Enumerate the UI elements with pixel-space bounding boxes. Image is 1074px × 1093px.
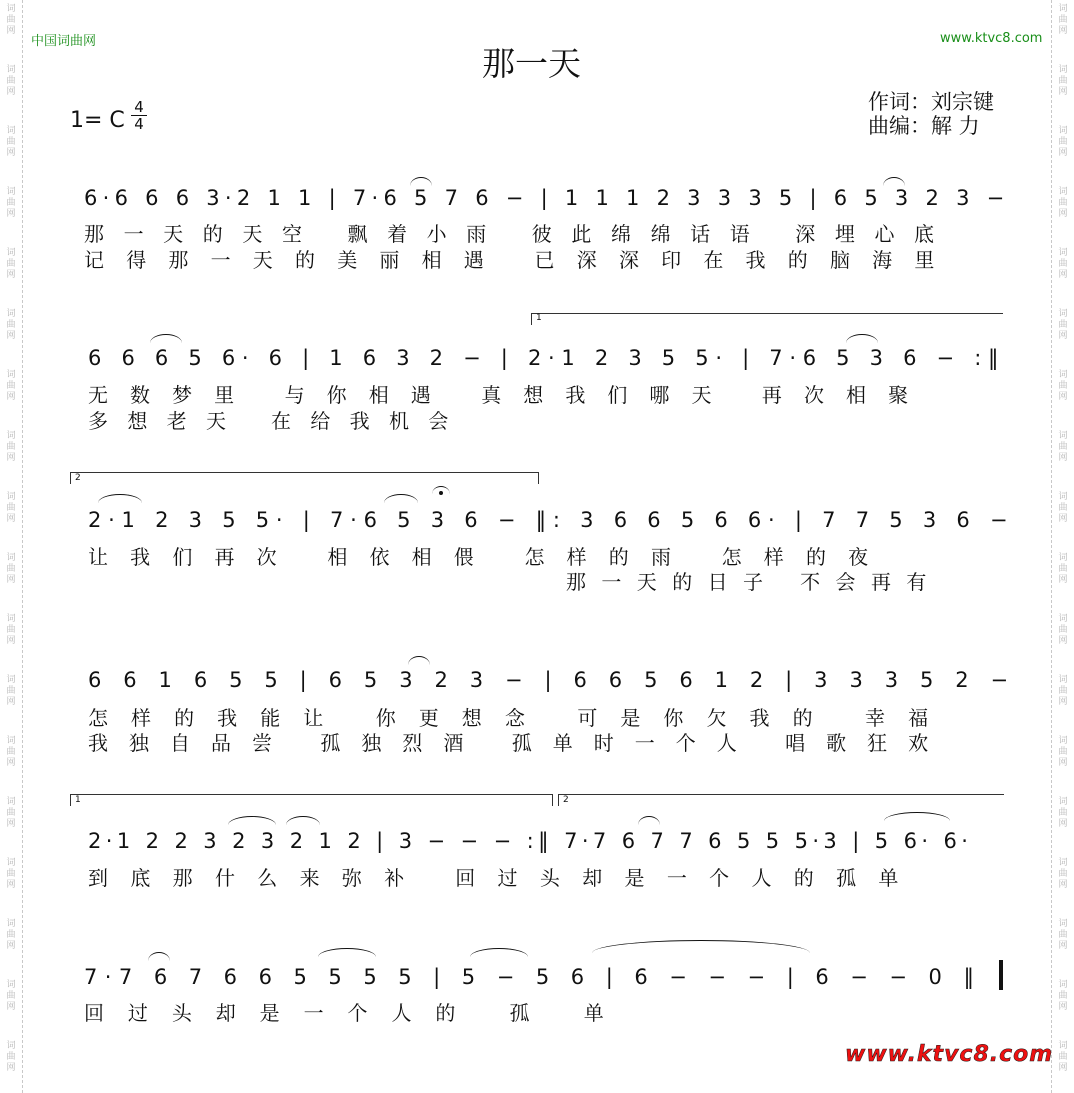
volta-number-4: 2 bbox=[563, 795, 569, 805]
fermata-dot bbox=[439, 491, 443, 495]
margin-watermark: 词 曲 网 bbox=[1058, 4, 1068, 36]
margin-watermark: 词 曲 网 bbox=[6, 126, 16, 158]
tie-mark bbox=[592, 940, 810, 953]
margin-watermark: 词 曲 网 bbox=[6, 675, 16, 707]
time-signature bbox=[131, 100, 147, 132]
volta-number-3: 1 bbox=[75, 795, 81, 805]
volta-bracket-3-end bbox=[552, 794, 553, 806]
time-signature-bottom: 4 bbox=[134, 115, 144, 133]
lyric-row-4-verse-2: 我独自品尝 孤独烈酒 孤单时一个人 唱歌狂欢 bbox=[88, 731, 950, 755]
margin-watermark: 词 曲 网 bbox=[6, 492, 16, 524]
slur-mark bbox=[408, 656, 430, 665]
slur-mark bbox=[884, 812, 950, 821]
margin-watermark: 词 曲 网 bbox=[1058, 675, 1068, 707]
margin-watermark: 词 曲 网 bbox=[1058, 919, 1068, 951]
margin-watermark: 词 曲 网 bbox=[1058, 980, 1068, 1012]
arranger-credit: 曲编：解 力 bbox=[868, 114, 980, 138]
margin-watermark: 词 曲 网 bbox=[1058, 248, 1068, 280]
margin-watermark: 词 曲 网 bbox=[1058, 65, 1068, 97]
lyric-row-5-verse-1: 到底那什么来弥补 回过头却是一个人的孤单 bbox=[88, 866, 921, 890]
margin-watermark: 词 曲 网 bbox=[6, 65, 16, 97]
slur-mark bbox=[410, 177, 432, 186]
volta-bracket-3 bbox=[70, 794, 552, 795]
site-name-left[interactable]: 中国词曲网 bbox=[31, 34, 97, 49]
final-barline bbox=[999, 960, 1003, 990]
notation-row-6: 7·7 6 7 6 6 5 5 5 5 | 5 − 5 6 | 6 − − − | 6 − − 0 ‖ bbox=[84, 965, 982, 989]
slur-mark bbox=[286, 816, 320, 825]
lyric-row-3-verse-1: 让我们再次 相依相偎 怎样的雨 怎样的夜 bbox=[88, 545, 891, 569]
margin-watermark: 词 曲 网 bbox=[6, 614, 16, 646]
margin-watermark: 词 曲 网 bbox=[6, 4, 16, 36]
margin-watermark: 词 曲 网 bbox=[6, 431, 16, 463]
volta-number-2: 2 bbox=[75, 473, 81, 483]
margin-watermark: 词 曲 网 bbox=[1058, 614, 1068, 646]
lyric-row-2-verse-1: 无数梦里 与你相遇 真想我们哪天 再次相聚 bbox=[88, 383, 931, 407]
margin-watermark: 词 曲 网 bbox=[1058, 1041, 1068, 1073]
margin-watermark: 词 曲 网 bbox=[6, 187, 16, 219]
margin-watermark: 词 曲 网 bbox=[1058, 370, 1068, 402]
volta-bracket-4 bbox=[558, 794, 1004, 795]
slur-mark bbox=[148, 952, 170, 961]
slur-mark bbox=[228, 816, 276, 825]
slur-mark bbox=[150, 334, 182, 343]
margin-watermark: 词 曲 网 bbox=[1058, 309, 1068, 341]
margin-watermark: 词 曲 网 bbox=[1058, 431, 1068, 463]
margin-watermark: 词 曲 网 bbox=[1058, 126, 1068, 158]
volta-bracket-2 bbox=[70, 472, 538, 473]
margin-watermark: 词 曲 网 bbox=[6, 370, 16, 402]
lyricist-credit: 作词：刘宗键 bbox=[868, 90, 994, 114]
slur-mark bbox=[318, 948, 376, 957]
margin-watermark: 词 曲 网 bbox=[6, 248, 16, 280]
volta-bracket-2-hook bbox=[70, 472, 71, 484]
lyric-row-2-verse-2: 多想老天 在给我机会 bbox=[88, 409, 468, 433]
site-logo[interactable]: www.ktvc8.com bbox=[845, 1042, 1054, 1067]
margin-watermark: 词 曲 网 bbox=[1058, 858, 1068, 890]
margin-watermark: 词 曲 网 bbox=[1058, 797, 1068, 829]
slur-mark bbox=[846, 334, 878, 343]
margin-watermark: 词 曲 网 bbox=[6, 553, 16, 585]
margin-watermark: 词 曲 网 bbox=[1058, 492, 1068, 524]
key-signature: 1= C bbox=[70, 108, 125, 133]
lyric-row-1-verse-1: 那一天的天空 飘着小雨 彼此绵绵话语 深埋心底 bbox=[84, 222, 954, 246]
notation-row-5: 2·1 2 2 3 2 3 2 1 2 | 3 − − − :‖ 7·7 6 7 7 6 5 5 5·3 | 5 6· 6· bbox=[88, 829, 973, 853]
margin-watermark: 词 曲 网 bbox=[6, 736, 16, 768]
song-title: 那一天 bbox=[482, 44, 581, 83]
volta-bracket-1-hook bbox=[531, 313, 532, 325]
lyric-row-6-verse-1: 回过头却是一个人的 孤 单 bbox=[84, 1001, 628, 1025]
lyric-row-3-verse-2: 那一天的日子 不会再有 bbox=[566, 570, 942, 594]
volta-bracket-3-hook bbox=[70, 794, 71, 806]
margin-watermark: 词 曲 网 bbox=[1058, 553, 1068, 585]
notation-row-1: 6·6 6 6 3·2 1 1 | 7·6 5 7 6 − | 1 1 1 2 3 3 3 5 | 6 5 3 2 3 − bbox=[84, 186, 1010, 210]
slur-mark bbox=[470, 948, 528, 957]
slur-mark bbox=[638, 816, 660, 825]
volta-bracket-4-hook bbox=[558, 794, 559, 806]
volta-number-1: 1 bbox=[536, 313, 542, 323]
lyric-row-4-verse-1: 怎样的我能让 你更想念 可是你欠我的 幸福 bbox=[88, 706, 952, 730]
notation-row-3: 2·1 2 3 5 5· | 7·6 5 3 6 − ‖: 3 6 6 5 6 6· | 7 7 5 3 6 − bbox=[88, 508, 1015, 532]
slur-mark bbox=[98, 494, 142, 503]
volta-bracket-2-end bbox=[538, 472, 539, 484]
slur-mark bbox=[883, 177, 905, 186]
margin-watermark: 词 曲 网 bbox=[1058, 736, 1068, 768]
site-url-right[interactable]: www.ktvc8.com bbox=[940, 31, 1043, 46]
margin-watermark: 词 曲 网 bbox=[6, 980, 16, 1012]
notation-row-4: 6 6 1 6 5 5 | 6 5 3 2 3 − | 6 6 5 6 1 2 | 3 3 3 5 2 − bbox=[88, 668, 1016, 692]
volta-bracket-1 bbox=[531, 313, 1003, 314]
slur-mark bbox=[384, 494, 418, 503]
margin-watermark: 词 曲 网 bbox=[6, 309, 16, 341]
lyric-row-1-verse-2: 记得那一天的美丽相遇 已深深印在我的脑海里 bbox=[84, 248, 957, 272]
margin-watermark: 词 曲 网 bbox=[6, 919, 16, 951]
margin-watermark: 词 曲 网 bbox=[6, 858, 16, 890]
time-signature-top: 4 bbox=[134, 98, 144, 116]
margin-watermark: 词 曲 网 bbox=[6, 1041, 16, 1073]
margin-watermark: 词 曲 网 bbox=[6, 797, 16, 829]
notation-row-2: 6 6 6 5 6· 6 | 1 6 3 2 − | 2·1 2 3 5 5· | 7·6 5 3 6 − :‖ bbox=[88, 346, 1006, 370]
margin-watermark: 词 曲 网 bbox=[1058, 187, 1068, 219]
